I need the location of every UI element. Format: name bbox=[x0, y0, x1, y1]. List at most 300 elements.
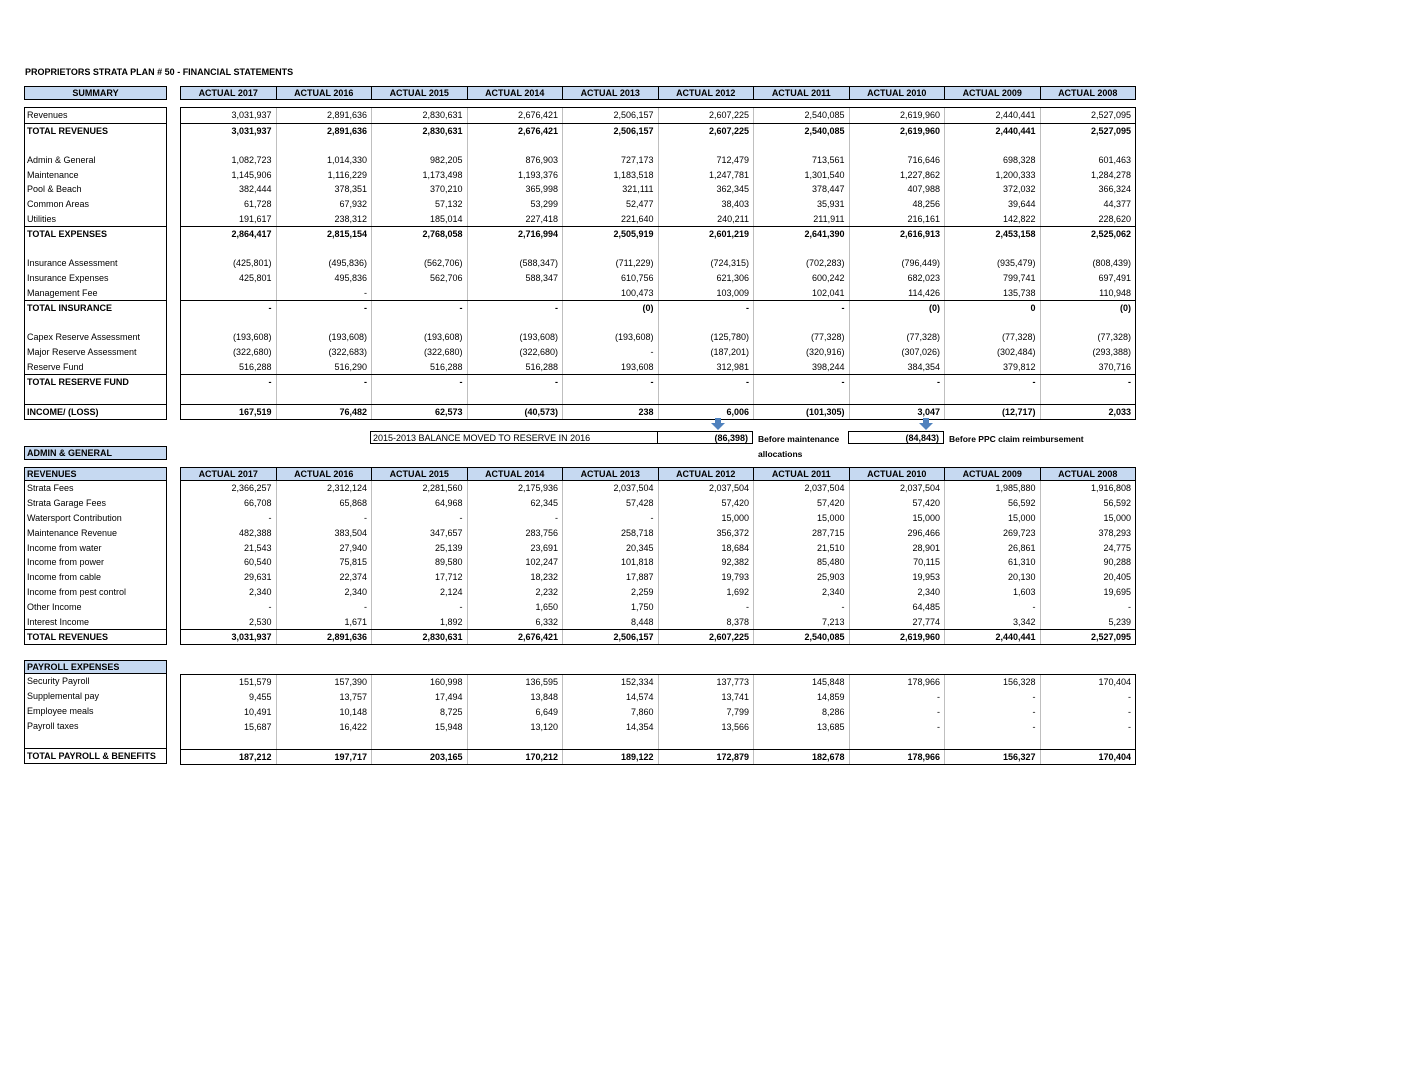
summary-cell: - bbox=[268, 303, 272, 314]
admin-year-header-cell: ACTUAL 2008 bbox=[1040, 468, 1136, 480]
admin-cell: 2,540,085 bbox=[753, 630, 849, 644]
summary-cell: 2,505,919 bbox=[562, 227, 658, 241]
summary-cell: 370,716 bbox=[1040, 360, 1136, 375]
payroll-cell: 197,717 bbox=[276, 750, 372, 764]
summary-cell bbox=[181, 389, 276, 404]
payroll-cell: 152,334 bbox=[562, 675, 658, 690]
summary-cell: 6,006 bbox=[658, 405, 754, 419]
summary-cell: 1,145,906 bbox=[231, 169, 272, 180]
admin-cell: 2,175,936 bbox=[467, 481, 563, 496]
admin-row-label: Strata Garage Fees bbox=[27, 498, 107, 509]
admin-cell: 64,485 bbox=[849, 599, 945, 614]
summary-cell: 2,601,219 bbox=[658, 227, 754, 241]
summary-cell: 601,463 bbox=[1040, 152, 1136, 167]
admin-row-label: Income from power bbox=[27, 557, 105, 568]
payroll-cell bbox=[753, 734, 849, 749]
summary-cell: 516,288 bbox=[371, 360, 467, 375]
admin-table-row bbox=[181, 629, 1135, 644]
payroll-table-row bbox=[181, 675, 1135, 690]
summary-cell: (302,484) bbox=[944, 345, 1040, 360]
admin-cell: - bbox=[658, 599, 754, 614]
payroll-cell bbox=[849, 734, 945, 749]
summary-year-header-cell: ACTUAL 2014 bbox=[467, 87, 563, 99]
admin-cell: 2,340 bbox=[849, 585, 945, 600]
summary-cell: (101,305) bbox=[753, 405, 849, 419]
payroll-row-label: Supplemental pay bbox=[27, 691, 100, 702]
summary-cell: 2,033 bbox=[1040, 405, 1136, 419]
payroll-cell bbox=[562, 734, 658, 749]
admin-cell: 20,345 bbox=[562, 540, 658, 555]
admin-year-header-cell: ACTUAL 2013 bbox=[562, 468, 658, 480]
balance-value-2: (84,843) bbox=[905, 432, 939, 443]
summary-cell: 799,741 bbox=[944, 271, 1040, 286]
summary-cell: 1,301,540 bbox=[753, 167, 849, 182]
admin-cell: - bbox=[944, 599, 1040, 614]
payroll-cell: 16,422 bbox=[276, 719, 372, 734]
summary-cell: - bbox=[276, 375, 372, 389]
admin-table-row bbox=[181, 570, 1135, 585]
summary-table-row bbox=[181, 389, 1135, 404]
summary-cell bbox=[276, 138, 372, 153]
summary-cell: 2,619,960 bbox=[849, 108, 945, 123]
admin-revenues-header: REVENUES bbox=[24, 467, 167, 481]
admin-cell: 283,756 bbox=[467, 525, 563, 540]
summary-cell: 238 bbox=[562, 405, 658, 419]
summary-values bbox=[180, 107, 1136, 420]
summary-table-row bbox=[181, 182, 1135, 197]
admin-cell: 2,676,421 bbox=[467, 630, 563, 644]
summary-cell: 698,328 bbox=[944, 152, 1040, 167]
summary-cell: (322,680) bbox=[467, 345, 563, 360]
admin-cell: 65,868 bbox=[276, 496, 372, 511]
summary-cell: 221,640 bbox=[562, 212, 658, 227]
summary-row-label: Revenues bbox=[27, 110, 68, 121]
admin-cell: 15,000 bbox=[849, 511, 945, 526]
summary-cell bbox=[467, 286, 563, 301]
summary-table-row bbox=[181, 300, 1135, 315]
summary-cell bbox=[944, 138, 1040, 153]
admin-cell: 19,695 bbox=[1040, 585, 1136, 600]
summary-cell: 193,608 bbox=[562, 360, 658, 375]
summary-cell: 2,540,085 bbox=[753, 124, 849, 138]
admin-cell: - bbox=[562, 511, 658, 526]
summary-row-label: INCOME/ (LOSS) bbox=[25, 404, 166, 419]
balance-note-text: 2015-2013 BALANCE MOVED TO RESERVE IN 2016 bbox=[373, 432, 591, 443]
payroll-cell: 14,859 bbox=[753, 690, 849, 705]
summary-cell: 35,931 bbox=[753, 197, 849, 212]
admin-year-header-cell: ACTUAL 2015 bbox=[371, 468, 467, 480]
summary-cell: 425,801 bbox=[238, 273, 272, 284]
admin-cell: 19,793 bbox=[658, 570, 754, 585]
payroll-section-label bbox=[24, 660, 167, 674]
summary-cell: 697,491 bbox=[1040, 271, 1136, 286]
admin-cell: 64,968 bbox=[371, 496, 467, 511]
summary-cell: (796,449) bbox=[849, 256, 945, 271]
payroll-values bbox=[180, 674, 1136, 765]
admin-cell: 18,232 bbox=[467, 570, 563, 585]
admin-cell: 57,428 bbox=[562, 496, 658, 511]
admin-year-header-cell: ACTUAL 2012 bbox=[658, 468, 754, 480]
summary-table-row bbox=[181, 108, 1135, 123]
admin-cell: 2,340 bbox=[276, 585, 372, 600]
payroll-cell: 14,354 bbox=[562, 719, 658, 734]
summary-cell bbox=[371, 315, 467, 330]
summary-cell bbox=[181, 241, 276, 256]
summary-cell: 495,836 bbox=[276, 271, 372, 286]
summary-cell: 48,256 bbox=[849, 197, 945, 212]
summary-table-row bbox=[181, 271, 1135, 286]
admin-section-label bbox=[24, 446, 167, 460]
summary-cell: (77,328) bbox=[944, 330, 1040, 345]
summary-cell: 610,756 bbox=[562, 271, 658, 286]
summary-cell: 57,132 bbox=[371, 197, 467, 212]
admin-cell: 1,692 bbox=[658, 585, 754, 600]
summary-table-row bbox=[181, 330, 1135, 345]
admin-cell: - bbox=[268, 512, 272, 523]
payroll-cell: - bbox=[849, 719, 945, 734]
summary-cell: - bbox=[562, 345, 658, 360]
summary-cell: 378,447 bbox=[753, 182, 849, 197]
summary-cell: 600,242 bbox=[753, 271, 849, 286]
payroll-cell: 157,390 bbox=[276, 675, 372, 690]
payroll-cell: 172,879 bbox=[658, 750, 754, 764]
admin-cell: - bbox=[467, 511, 563, 526]
admin-table-row bbox=[181, 555, 1135, 570]
payroll-cell: 170,212 bbox=[467, 750, 563, 764]
admin-cell: 2,124 bbox=[371, 585, 467, 600]
balance-note-label bbox=[370, 431, 658, 444]
admin-cell: 482,388 bbox=[238, 527, 272, 538]
summary-cell: (0) bbox=[1040, 301, 1136, 315]
payroll-cell: 13,741 bbox=[658, 690, 754, 705]
summary-cell: 516,288 bbox=[238, 361, 272, 372]
summary-cell bbox=[849, 138, 945, 153]
summary-cell: 2,506,157 bbox=[562, 108, 658, 123]
payroll-row-label: Security Payroll bbox=[27, 676, 90, 687]
summary-cell: 191,617 bbox=[238, 213, 272, 224]
summary-cell: 713,561 bbox=[753, 152, 849, 167]
admin-cell: 66,708 bbox=[243, 498, 272, 509]
summary-cell: 2,619,960 bbox=[849, 124, 945, 138]
admin-cell: 2,340 bbox=[248, 586, 272, 597]
summary-cell: (77,328) bbox=[849, 330, 945, 345]
summary-table-row bbox=[181, 374, 1135, 389]
admin-cell: 15,000 bbox=[753, 511, 849, 526]
summary-cell: (320,916) bbox=[753, 345, 849, 360]
summary-cell: 2,506,157 bbox=[562, 124, 658, 138]
summary-cell: - bbox=[371, 375, 467, 389]
admin-cell: 26,861 bbox=[944, 540, 1040, 555]
summary-cell: 62,573 bbox=[371, 405, 467, 419]
summary-labels bbox=[24, 107, 167, 420]
admin-cell: 2,037,504 bbox=[849, 481, 945, 496]
admin-cell: 3,342 bbox=[944, 614, 1040, 629]
admin-cell: 21,510 bbox=[753, 540, 849, 555]
admin-table-row bbox=[181, 614, 1135, 629]
summary-cell: 3,047 bbox=[849, 405, 945, 419]
summary-cell: 2,527,095 bbox=[1040, 108, 1136, 123]
admin-year-header-cell: ACTUAL 2010 bbox=[849, 468, 945, 480]
summary-cell: 39,644 bbox=[944, 197, 1040, 212]
payroll-cell: 182,678 bbox=[753, 750, 849, 764]
admin-section-header: ADMIN & GENERAL bbox=[24, 446, 167, 460]
payroll-cell: 160,998 bbox=[371, 675, 467, 690]
summary-cell bbox=[944, 241, 1040, 256]
summary-cell bbox=[1040, 389, 1136, 404]
admin-cell: 20,130 bbox=[944, 570, 1040, 585]
summary-row-label: Management Fee bbox=[27, 287, 98, 298]
summary-cell: 110,948 bbox=[1040, 286, 1136, 301]
summary-cell: 2,676,421 bbox=[467, 124, 563, 138]
summary-cell: (193,608) bbox=[276, 330, 372, 345]
summary-cell bbox=[371, 389, 467, 404]
admin-cell: 1,985,880 bbox=[944, 481, 1040, 496]
payroll-cell bbox=[1040, 734, 1136, 749]
summary-table-row bbox=[181, 256, 1135, 271]
payroll-cell bbox=[658, 734, 754, 749]
summary-cell: 727,173 bbox=[562, 152, 658, 167]
payroll-cell: 7,860 bbox=[562, 705, 658, 720]
summary-cell: 1,247,781 bbox=[658, 167, 754, 182]
summary-cell: 167,519 bbox=[238, 406, 272, 417]
admin-row-label: Strata Fees bbox=[27, 483, 74, 494]
summary-cell bbox=[467, 138, 563, 153]
payroll-cell bbox=[181, 734, 276, 749]
summary-row-label: TOTAL RESERVE FUND bbox=[25, 374, 166, 389]
summary-cell: 227,418 bbox=[467, 212, 563, 227]
payroll-table-row bbox=[181, 749, 1135, 764]
admin-row-label: Income from cable bbox=[27, 572, 102, 583]
summary-label-column bbox=[24, 86, 167, 100]
payroll-cell: 10,491 bbox=[243, 706, 272, 717]
summary-row-label: Major Reserve Assessment bbox=[27, 347, 137, 358]
summary-cell bbox=[181, 286, 276, 301]
summary-row-label: Reserve Fund bbox=[27, 361, 84, 372]
summary-row-label: Insurance Assessment bbox=[27, 258, 118, 269]
admin-cell: 17,712 bbox=[371, 570, 467, 585]
admin-cell: 27,940 bbox=[276, 540, 372, 555]
payroll-cell: 7,799 bbox=[658, 705, 754, 720]
summary-cell bbox=[467, 389, 563, 404]
admin-cell: 1,916,808 bbox=[1040, 481, 1136, 496]
payroll-cell: 17,494 bbox=[371, 690, 467, 705]
payroll-cell: 156,327 bbox=[944, 750, 1040, 764]
summary-row-label: Capex Reserve Assessment bbox=[27, 332, 141, 343]
summary-cell: 712,479 bbox=[658, 152, 754, 167]
admin-cell: 27,774 bbox=[849, 614, 945, 629]
admin-cell: 2,312,124 bbox=[276, 481, 372, 496]
admin-cell: 1,750 bbox=[562, 599, 658, 614]
admin-table-row bbox=[181, 585, 1135, 600]
summary-cell: (40,573) bbox=[467, 405, 563, 419]
admin-cell: 17,887 bbox=[562, 570, 658, 585]
summary-year-header-cell: ACTUAL 2017 bbox=[198, 88, 258, 98]
payroll-cell: 156,328 bbox=[944, 675, 1040, 690]
summary-year-header-cell: ACTUAL 2016 bbox=[276, 87, 372, 99]
admin-cell: 2,607,225 bbox=[658, 630, 754, 644]
note-maintenance-line1: Before maintenance bbox=[758, 434, 840, 444]
admin-cell: 287,715 bbox=[753, 525, 849, 540]
summary-cell: - bbox=[753, 375, 849, 389]
payroll-cell: 8,725 bbox=[371, 705, 467, 720]
summary-cell: (711,229) bbox=[562, 256, 658, 271]
summary-cell bbox=[1040, 315, 1136, 330]
summary-cell: 2,616,913 bbox=[849, 227, 945, 241]
summary-cell: (77,328) bbox=[753, 330, 849, 345]
summary-cell: 382,444 bbox=[238, 184, 272, 195]
payroll-cell: 178,966 bbox=[849, 750, 945, 764]
summary-cell bbox=[849, 389, 945, 404]
admin-table-row bbox=[181, 599, 1135, 614]
admin-cell: 2,506,157 bbox=[562, 630, 658, 644]
summary-cell bbox=[944, 389, 1040, 404]
admin-cell: 2,281,560 bbox=[371, 481, 467, 496]
payroll-table-row bbox=[181, 734, 1135, 749]
admin-cell: 2,259 bbox=[562, 585, 658, 600]
report-title: PROPRIETORS STRATA PLAN # 50 - FINANCIAL STATEMENTS bbox=[25, 67, 294, 77]
summary-cell bbox=[1040, 138, 1136, 153]
summary-cell bbox=[658, 389, 754, 404]
summary-cell bbox=[562, 138, 658, 153]
admin-cell: 89,580 bbox=[371, 555, 467, 570]
admin-cell: 56,592 bbox=[944, 496, 1040, 511]
summary-cell: 370,210 bbox=[371, 182, 467, 197]
summary-cell: 53,299 bbox=[467, 197, 563, 212]
summary-cell: 407,988 bbox=[849, 182, 945, 197]
summary-cell: 2,525,062 bbox=[1040, 227, 1136, 241]
admin-labels bbox=[24, 481, 167, 645]
payroll-row-label: Payroll taxes bbox=[27, 720, 79, 731]
summary-row-label bbox=[25, 389, 166, 404]
summary-cell: - bbox=[944, 375, 1040, 389]
summary-cell: 2,527,095 bbox=[1040, 124, 1136, 138]
admin-cell: 347,657 bbox=[371, 525, 467, 540]
summary-cell bbox=[1040, 241, 1136, 256]
summary-cell: 2,440,441 bbox=[944, 108, 1040, 123]
admin-cell: - bbox=[753, 599, 849, 614]
summary-cell: (562,706) bbox=[371, 256, 467, 271]
summary-cell: 2,891,636 bbox=[276, 124, 372, 138]
summary-cell: (187,201) bbox=[658, 345, 754, 360]
admin-cell: 1,650 bbox=[467, 599, 563, 614]
summary-cell: - bbox=[268, 377, 272, 388]
payroll-cell: 145,848 bbox=[753, 675, 849, 690]
admin-cell: 296,466 bbox=[849, 525, 945, 540]
summary-table-row bbox=[181, 138, 1135, 153]
summary-table-row bbox=[181, 404, 1135, 419]
summary-cell: 362,345 bbox=[658, 182, 754, 197]
admin-cell: 2,530 bbox=[248, 616, 272, 627]
summary-cell: (0) bbox=[849, 301, 945, 315]
payroll-cell: 13,120 bbox=[467, 719, 563, 734]
admin-cell: 258,718 bbox=[562, 525, 658, 540]
admin-row-label: Maintenance Revenue bbox=[27, 527, 118, 538]
summary-table-row bbox=[181, 226, 1135, 241]
admin-cell: 8,378 bbox=[658, 614, 754, 629]
payroll-table-row bbox=[181, 690, 1135, 705]
summary-cell: - bbox=[276, 301, 372, 315]
admin-cell: 2,440,441 bbox=[944, 630, 1040, 644]
summary-cell: 516,290 bbox=[276, 360, 372, 375]
admin-cell: 8,448 bbox=[562, 614, 658, 629]
summary-cell: 365,998 bbox=[467, 182, 563, 197]
admin-cell: 15,000 bbox=[658, 511, 754, 526]
summary-table-row bbox=[181, 152, 1135, 167]
payroll-cell: 187,212 bbox=[238, 751, 272, 762]
summary-cell: 2,815,154 bbox=[276, 227, 372, 241]
summary-cell: (322,683) bbox=[276, 345, 372, 360]
summary-row-label: Maintenance bbox=[27, 169, 79, 180]
summary-cell: 2,607,225 bbox=[658, 108, 754, 123]
payroll-cell: - bbox=[849, 705, 945, 720]
summary-cell: - bbox=[562, 375, 658, 389]
payroll-cell: - bbox=[944, 690, 1040, 705]
admin-cell: 23,691 bbox=[467, 540, 563, 555]
summary-table-row bbox=[181, 197, 1135, 212]
summary-cell: 52,477 bbox=[562, 197, 658, 212]
admin-cell: 2,527,095 bbox=[1040, 630, 1136, 644]
summary-cell: 1,193,376 bbox=[467, 167, 563, 182]
summary-cell: 1,082,723 bbox=[231, 154, 272, 165]
summary-cell: (495,836) bbox=[276, 256, 372, 271]
summary-cell bbox=[753, 138, 849, 153]
payroll-cell: 203,165 bbox=[371, 750, 467, 764]
payroll-cell: 15,687 bbox=[243, 721, 272, 732]
admin-revenues-label bbox=[24, 467, 167, 481]
admin-year-header-cell: ACTUAL 2017 bbox=[198, 469, 258, 479]
summary-cell: 366,324 bbox=[1040, 182, 1136, 197]
admin-cell: 25,903 bbox=[753, 570, 849, 585]
summary-cell: 100,473 bbox=[562, 286, 658, 301]
admin-row-label: Watersport Contribution bbox=[27, 512, 122, 523]
admin-cell: - bbox=[276, 599, 372, 614]
summary-cell: (193,608) bbox=[467, 330, 563, 345]
admin-cell: 2,340 bbox=[753, 585, 849, 600]
admin-row-label: Other Income bbox=[27, 601, 82, 612]
payroll-cell: - bbox=[849, 690, 945, 705]
payroll-cell bbox=[276, 734, 372, 749]
admin-values bbox=[180, 481, 1136, 645]
admin-cell: 29,631 bbox=[243, 572, 272, 583]
summary-row-label: Insurance Expenses bbox=[27, 273, 109, 284]
admin-cell: - bbox=[371, 599, 467, 614]
payroll-row-label bbox=[25, 733, 166, 748]
payroll-cell: 170,404 bbox=[1040, 750, 1136, 764]
payroll-cell: 15,948 bbox=[371, 719, 467, 734]
summary-cell: 378,351 bbox=[276, 182, 372, 197]
admin-cell: 15,000 bbox=[944, 511, 1040, 526]
summary-cell: (322,680) bbox=[371, 345, 467, 360]
payroll-cell: - bbox=[1040, 719, 1136, 734]
admin-cell: 75,815 bbox=[276, 555, 372, 570]
admin-year-header-cell: ACTUAL 2014 bbox=[467, 468, 563, 480]
admin-year-header-cell: ACTUAL 2016 bbox=[276, 468, 372, 480]
admin-cell: 56,592 bbox=[1040, 496, 1136, 511]
summary-cell: 1,183,518 bbox=[562, 167, 658, 182]
summary-table-row bbox=[181, 360, 1135, 375]
summary-cell: 44,377 bbox=[1040, 197, 1136, 212]
summary-cell bbox=[562, 389, 658, 404]
summary-row-label: Utilities bbox=[27, 213, 57, 224]
summary-cell: (293,388) bbox=[1040, 345, 1136, 360]
payroll-table-row bbox=[181, 705, 1135, 720]
summary-cell: (935,479) bbox=[944, 256, 1040, 271]
summary-cell: (425,801) bbox=[232, 258, 272, 269]
summary-year-header-cell: ACTUAL 2015 bbox=[371, 87, 467, 99]
admin-cell: 92,382 bbox=[658, 555, 754, 570]
summary-cell: 2,830,631 bbox=[371, 124, 467, 138]
summary-cell: 398,244 bbox=[753, 360, 849, 375]
